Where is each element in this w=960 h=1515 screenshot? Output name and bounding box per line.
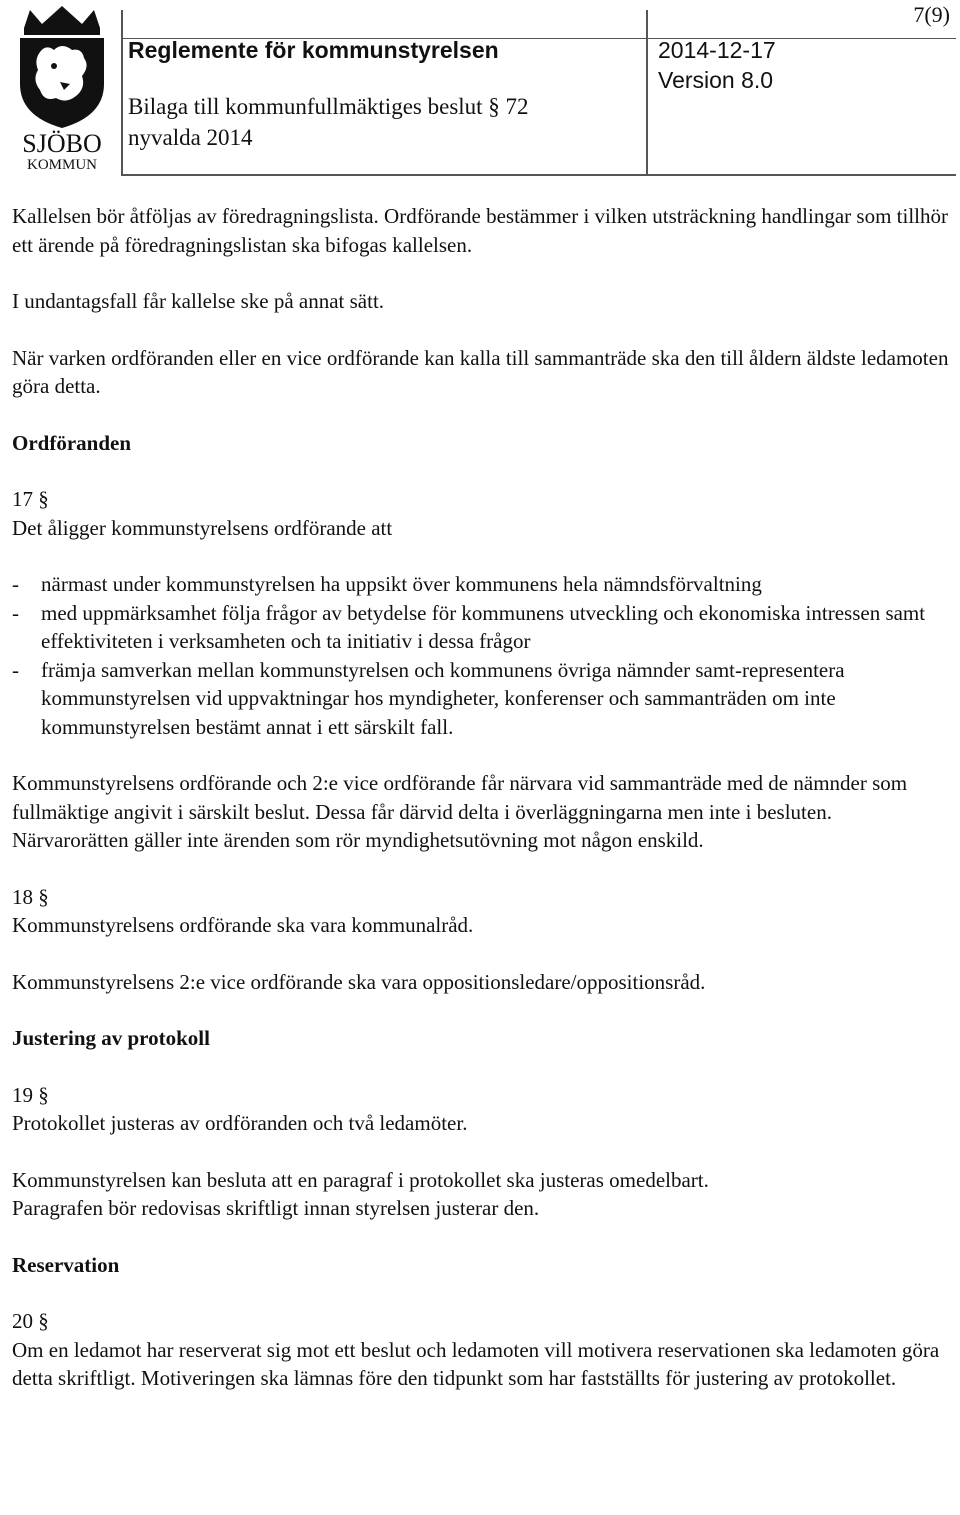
document-subtitle-2: nyvalda 2014	[128, 125, 253, 150]
svg-text:SJÖBO: SJÖBO	[22, 129, 102, 158]
paragraph: Kommunstyrelsens ordförande och 2:e vice ordförande får närvara vid sammanträde med de nämnder som fullmäktige angivit i särskilt beslut. Dessa får därvid delta i överläggningarna men inte i besluten. Närvarorätten gäller inte ärenden som rör myndighetsutövning mot någon enskild.	[12, 771, 908, 852]
section-number-17: 17 §	[12, 487, 49, 511]
header-divider-left	[121, 10, 123, 176]
paragraph: Kallelsen bör åtföljas av föredragningslista. Ordförande bestämmer i vilken utsträckning handlingar som tillhör ett ärende på föredragningslistan ska bifogas kallelsen.	[12, 204, 948, 257]
header-divider-right	[646, 10, 648, 176]
duties-list	[12, 570, 952, 741]
paragraph: Det åligger kommunstyrelsens ordförande att	[12, 515, 393, 540]
svg-text:KOMMUN: KOMMUN	[26, 157, 98, 172]
section-number-18: 18 §	[12, 884, 49, 909]
document-date: 2014-12-17	[658, 37, 776, 63]
list-item: - med uppmärksamhet följa frågor av betydelse för kommunens utveckling och ekonomiska intressen samt effektiviteten i verksamheten och ta initiativ i dessa frågor	[12, 599, 952, 656]
paragraph: När varken ordföranden eller en vice ordförande kan kalla till sammanträde ska den till åldern äldste ledamoten göra detta.	[12, 345, 949, 398]
paragraph: Kommunstyrelsen kan besluta att en paragraf i protokollet ska justeras omedelbart.	[12, 1167, 709, 1192]
paragraph: Protokollet justeras av ordföranden och två ledamöter.	[12, 1111, 468, 1135]
page-number: 7(9)	[913, 2, 950, 27]
document-header	[6, 4, 956, 176]
sjobo-coat-of-arms-logo	[6, 4, 118, 172]
paragraph: I undantagsfall får kallelse ske på annat sätt.	[12, 289, 385, 313]
list-item: - närmast under kommunstyrelsen ha uppsikt över kommunens hela nämndsförvaltning	[12, 570, 952, 599]
document-version: Version 8.0	[658, 67, 774, 93]
section-heading-ordforanden: Ordföranden	[12, 430, 132, 455]
document-subtitle: Bilaga till kommunfullmäktiges beslut § 72	[128, 94, 529, 119]
section-heading-justering: Justering av protokoll	[12, 1026, 210, 1050]
document-title: Reglemente för kommunstyrelsen	[128, 37, 499, 63]
section-number-19: 19 §	[12, 1082, 49, 1107]
section-number-20: 20 §	[12, 1309, 49, 1333]
list-item: - främja samverkan mellan kommunstyrelsen och kommunens övriga nämnder samt-representera kommunstyrelsen vid uppvaktningar hos myndigheter, konferenser och sammanträden om inte kommunstyrelsen bestämt annat i ett särskilt fall.	[12, 656, 952, 742]
document-body	[12, 202, 952, 1421]
paragraph: Om en ledamot har reserverat sig mot ett beslut och ledamoten vill motivera reservationen ska ledamoten göra detta skriftligt. Motiveringen ska lämnas före den tidpunkt som har fastställts för justering av protokollet.	[12, 1337, 940, 1390]
section-heading-reservation: Reservation	[12, 1252, 120, 1277]
paragraph: Kommunstyrelsens ordförande ska vara kommunalråd.	[12, 913, 474, 937]
header-rule-bottom	[121, 174, 956, 176]
paragraph: Kommunstyrelsens 2:e vice ordförande ska vara oppositionsledare/oppositionsråd.	[12, 969, 706, 994]
paragraph: Paragrafen bör redovisas skriftligt innan styrelsen justerar den.	[12, 1196, 540, 1220]
